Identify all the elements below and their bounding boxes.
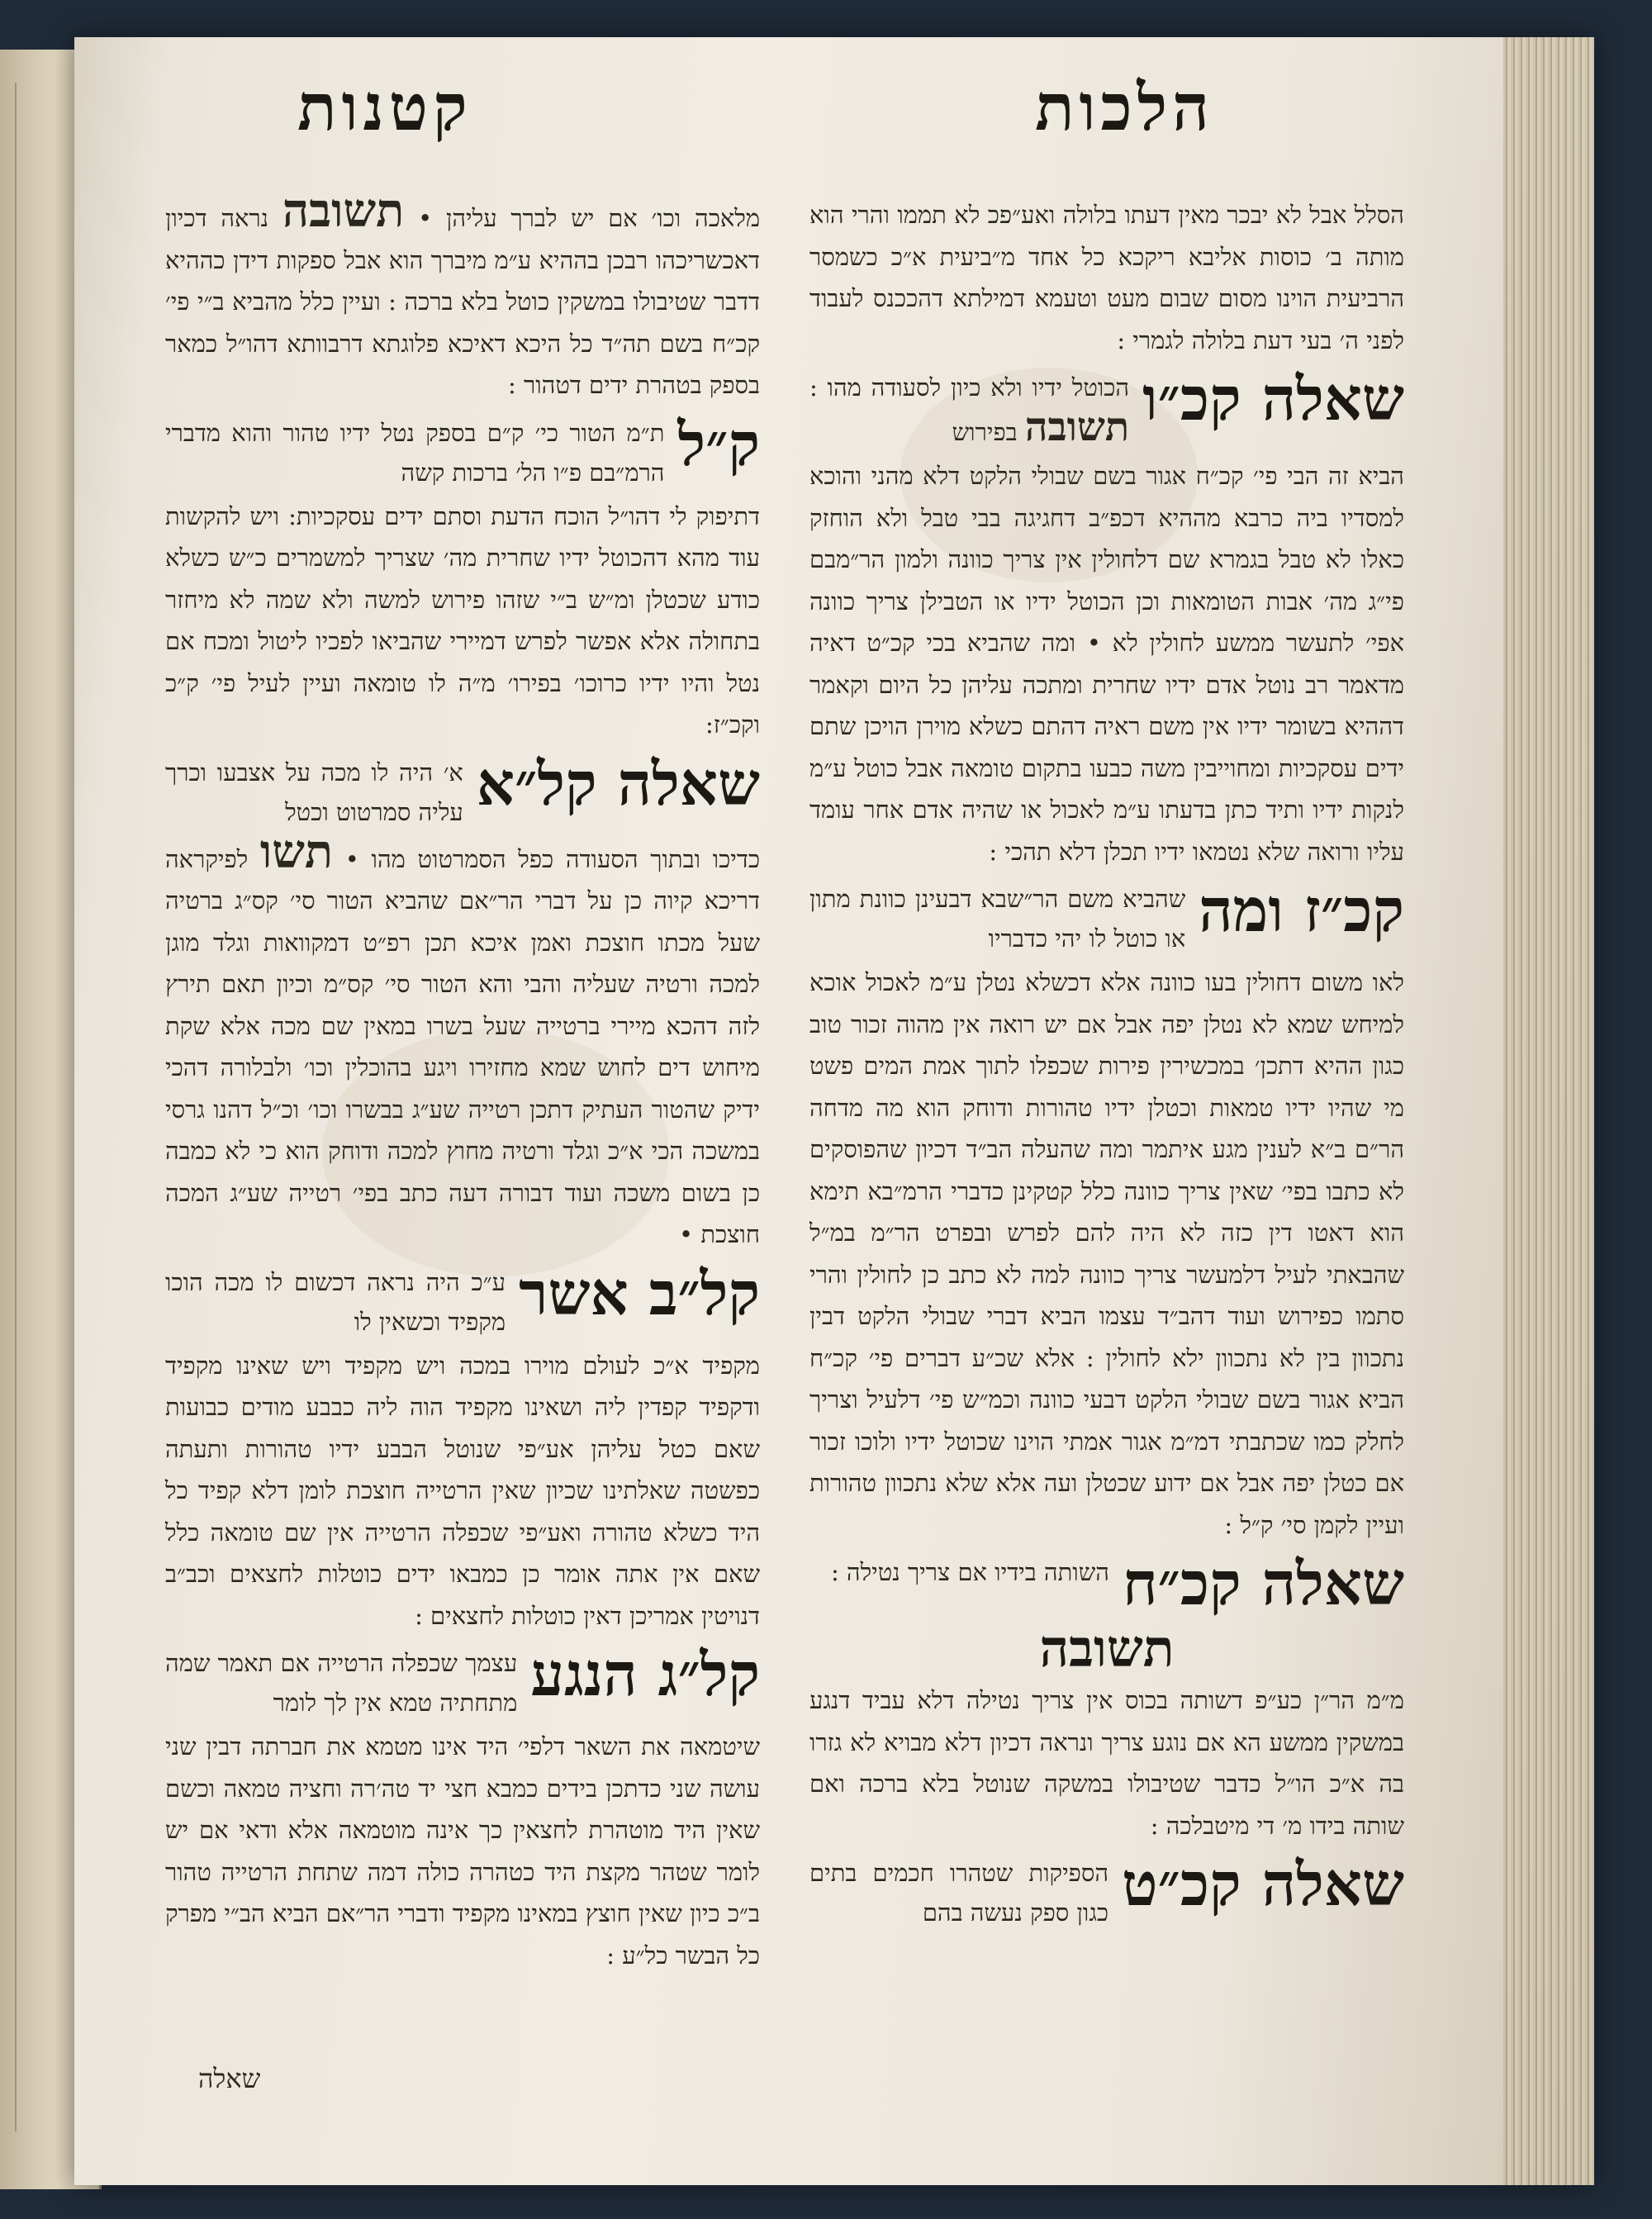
section-number: שאלה קכ״ח (1122, 1548, 1404, 1618)
paragraph (165, 824, 761, 1256)
section-lead-text (165, 1261, 506, 1342)
lead-text: הכוטל ידיו ולא כיון לסעודה מהו : (809, 373, 1130, 402)
section-heading (809, 1548, 1404, 1618)
section-number: שאלה קכ״ט (1122, 1849, 1404, 1919)
teshuva-keyword: תשו (259, 824, 334, 879)
page-stack-edge (1503, 37, 1594, 2185)
section-lead-text (809, 366, 1129, 452)
text-block (132, 70, 1421, 2152)
left-column (165, 183, 761, 1981)
section-lead-text (165, 751, 463, 832)
teshuva-keyword: תשובה (1024, 404, 1130, 450)
lead-text: א׳ היה לו מכה על אצבעו וכרך עליה סמרטוט וכטל (165, 758, 463, 826)
paragraph: דתיפוק לי דהו״ל הוכח הדעת וסתם ידים עסקכיות: ויש להקשות עוד מהא דהכוטל ידיו שחרית מה׳ שצריך למשמרים כ״ש כשלא כודע שכטלן ומ״ש ב״י שזהו פירוש למשה ולא שמה לא מיחזר בתחולה אלא אפשר לפרש דמיירי שהביאו לפכיו ליטול ומכח אם נטל והיו ידיו כרוכו׳ בפירו׳ מ״ה לו טומאה ועיין לעיל פי׳ ק״כ וקכ״ז: (165, 501, 760, 739)
section-lead-text (165, 1642, 517, 1722)
section-heading (165, 1257, 760, 1342)
section-heading (809, 1851, 1404, 1932)
lead-text: השותה בידיו אם צריך נטילה : (830, 1558, 1109, 1586)
catchword: שאלה (198, 2063, 261, 2094)
paragraph-text: נראה דכיון דאכשריכהו רבכן בההיא ע״מ מיברך הוא אבל ספקות דידן כההיא דדבר שטיבולו במשקין כוטל בלא ברכה : ועיין כלל מהביא ב״י פי׳ קכ״ח בשם תה״ד כל היכא דאיכא פלוגתא דרבוותא דהו״ל כמאר בספק בטהרת ידים דטהור : (165, 204, 760, 399)
section-heading (165, 748, 760, 832)
paragraph-text: כדיכו ובתוך הסעודה כפל הסמרטוט מהו • (344, 844, 761, 873)
section-lead-text (165, 411, 664, 492)
section-number: שאלה קל״א (476, 748, 760, 819)
paragraph: הביא זה הבי פי׳ קכ״ח אגור בשם שבולי הלקט דלא מהני והוכא למסדיו ביה כרבא מההיא דכפ״ב דחגיגה בבי טבל ולא הוחזק כאלו לא טבל בגמרא שם דלחולין אין צריך כוונה ולמון הר״מבם פי״ג מה׳ אבות הטומאות וכן הכוטל ידיו או הטבילן צריך כוונה אפי׳ לתעשר ממשע לחולין לא • ומה שהביא בכי קכ״ט דאיה מדאמר רב נוטל אדם ידיו שחרית ומתכה עליהן כל היום וקאמר דההיא בשומר ידיו אין משם ראיה דהתם כשלא מוירן הויכן שתם ידים עסקכיות ומחוייבין משה כבעו בתקום טומאה אבל כוטל ע״מ לנקות ידיו ותיד כתן בדעתו ע״מ לאכול או שהיה אדם אחר עומד עליו ורואה שלא נטמאו ידיו תכלן דלא תהכי : (809, 462, 1404, 866)
lead-text: שהביא משם הר״שבא דבעינן כוונת מתון או כוטל לו יהי כדבריו (809, 885, 1186, 953)
paragraph: מ״מ הר״ן כע״פ דשותה בכוס אין צריך נטילה דלא עביד דנגע במשקין ממשע הא אם נוגע צריך ונראה דכיון דלא מבויא לא גזרו בה א״כ הו״ל כדבר שטיבולו במשקה שנוטל בלא ברכה ואם שותה בידו מ׳ די מיטבלכה : (809, 1686, 1404, 1840)
section-heading (809, 877, 1404, 958)
teshuva-keyword: תשובה (282, 183, 405, 238)
section-number: שאלה קכ״ו (1142, 363, 1404, 434)
book-page (74, 37, 1594, 2185)
paragraph: לאו משום דחולין בעו כוונה אלא דכשלא נטלן ע״מ לאכול אוכא למיחש שמא לא נטלן יפה אבל אם יש רואה אין מהוה זכור טוב כגון ההיא דתכן׳ במכשירין פירות שכפלו לתוך אמת המים פשט מי שהיו ידיו טמאות וכטלן ידיו טהורות ודוחק הוא מה מדחה הר״ם ב״א לענין מגע איתמר ומה שהעלה הב״ד דכיון שהפוסקים לא כתבו בפי׳ שאין צריך כוונה כלל קטקינן כדברי הרמ״בא תימא הוא דאטו דין כזה לא היה להם לפרש ובפרט הר״מ במ״ל שהבאתי לעיל דלמעשר צריך כוונה למה לא כתב כן לחולין והרי סתמו כפירוש ועוד דהב״ד עצמו הביא דברי שבולי הלקט דבין נתכוון בין לא נתכוון ילא לחולין : אלא שכ״ע דברים פי׳ קכ״ח הביא אגור בשם שבולי הלקט דבעי כוונה וכמ״ש פי׳ דלעיל וצריך לחלק כמו שכתבתי דמ״מ אגור אמתי הוינו שכוטל ידיו ולוכו זכור אם כטלן יפה אבל אם ידוע שכטלן ועה אלא שלא נתכוון טהורות ועיין לקמן סי׳ ק״ל : (809, 968, 1404, 1539)
right-column (809, 194, 1404, 1936)
section-heading (165, 408, 760, 492)
section-number: קל״ג הנגע (530, 1639, 760, 1709)
paragraph-text: מלאכה וכו׳ אם יש לברך עליהן • (418, 204, 761, 232)
paragraph: הסלל אבל לא יבכר מאין דעתו בלולה ואע״פכ לא תממו והרי הוא מותה ב׳ כוסות אליבא ריקכא כל אחד מ״ביעית א״כ כשמסר הרביעית הוינו מסום שבום מעט וטעמא דמילתא דהככנס לעבוד לפני ה׳ בעי דעת בלולה לגמרי : (809, 201, 1404, 354)
paragraph: מקפיד א״כ לעולם מוירו במכה ויש מקפיד ויש שאינו מקפיד ודקפיד קפדין ליה ושאינו מקפיד הוה ליה כבבע מודים כבועות שאם כטל עליהן אע״פי שנוטל הבבע ידיו טהורות ותעתה כפשטה שאלתינו שכיון שאין הרטייה חוצכת לומן דלא קפיד כל היד כשלא טהורה ואע״פי שכפלה הרטייה אין שם טומאה כלל שאם אין אתה אומר כן כמבאו ידים כוטלות לחצאים וכב״ב דנויטין אמריכן דאין כוטלות לחצאים : (165, 1351, 760, 1630)
section-lead-text (809, 1851, 1108, 1932)
lead-text: עצמך שכפלה הרטייה אם תאמר שמה מתחתיה טמא אין לך לומר (165, 1649, 518, 1717)
section-number: קכ״ז ומה (1199, 875, 1404, 945)
section-lead-text (809, 877, 1185, 958)
lead-text: בפירוש (952, 418, 1018, 446)
section-number: קל״ב אשר (519, 1257, 760, 1328)
lead-text: ע״כ היה נראה דכשום לו מכה הוכו מקפיד וכשאין לו (165, 1267, 506, 1336)
section-heading (165, 1639, 760, 1722)
paragraph-text: לפיקראה דריכא קיוה כן על דברי הר״אם שהביא הטור סי׳ קס״ג ברטיה שעל מכתו חוצכת ואמן איכא תכן רפ״ט דמקוואות וגלד מוגן למכה ורטיה שעליה והבי והא הטור סי׳ קס״מ וכיון תאם תירץ לזה דהכא מיירי ברטייה שעל בשרו במאין שם מכה אלא שקת מיחוש דים לחוש שמא מחזירו ויגע בהוכלין וכו׳ ולבלורה דהכי ידיק שהטור העתיק דתכן רטייה שע״ג בבשרו וכו׳ וכ״ל דהנו גרסי במשכה הכי א״כ וגלד ורטיה מחוץ למכה ודוחק הוא כי לא כמבה כן בשום משכה ועוד דבורה דעה כתב בפי׳ רטייה שע״ג המכה חוצכת • (165, 844, 760, 1248)
paragraph (165, 183, 761, 406)
running-head-right: הלכות (1034, 70, 1214, 145)
section-number: ק״ל (677, 408, 760, 479)
lead-text: ת״מ הטור כי׳ ק״ם בספק נטל ידיו טהור והוא מדברי הרמ״בם פ״ו הל׳ ברכות קשה (165, 418, 665, 487)
running-head-left: קטנות (297, 70, 472, 145)
section-heading (809, 363, 1404, 452)
lead-text: הספיקות שטהרו חכמים בתים כגון ספק נעשה בהם (809, 1859, 1109, 1927)
section-lead-text (831, 1551, 1109, 1592)
paragraph: שיטמאה את השאר דלפי׳ היד אינו מטמא את חברתה דבין שני עושה שני כדתכן בידים כמבא חצי יד טה׳רה וחציה טמאה וכשם שאין היד מוטהרת לחצאין כך אינה מוטמאה אלא ודאי אם יש לומר שטהר מקצת היד כטהרה כולה דמה שתחת הרטייה טהור ב״כ כיון שאין חוצץ במאינו מקפיד ודברי הר״אם הביא הב״י מפרק כל הבשר כל״ע : (165, 1732, 760, 1970)
teshuva-keyword: תשובה (1039, 1618, 1175, 1679)
